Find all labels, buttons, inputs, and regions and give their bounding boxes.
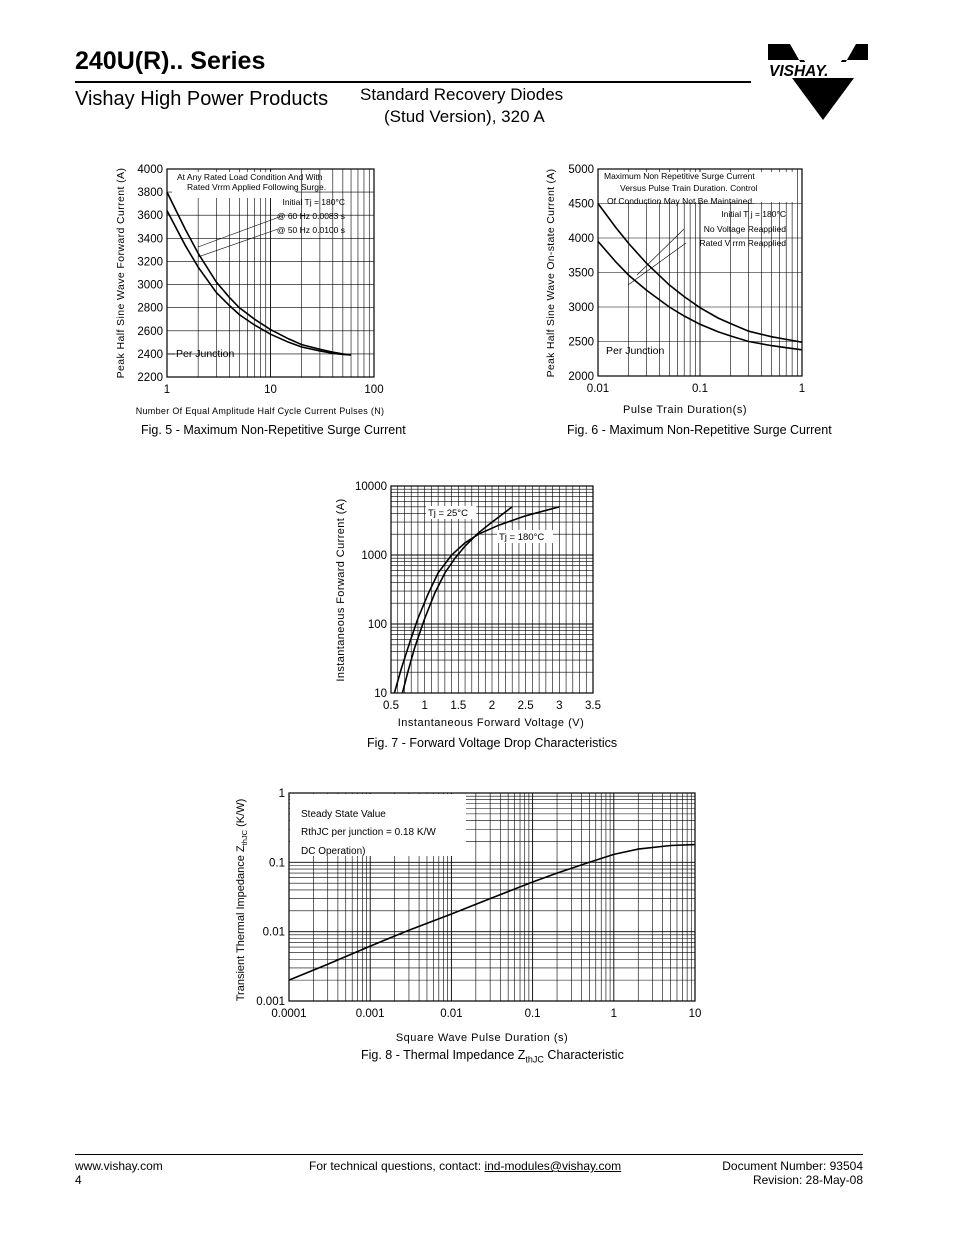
fig5-xlabel: Number Of Equal Amplitude Half Cycle Current Pulses (N) [135, 406, 385, 416]
fig8-caption-tail: Characteristic [543, 1048, 624, 1062]
footer-website[interactable]: www.vishay.com [75, 1159, 163, 1173]
fig5-x-tick-label: 100 [364, 384, 384, 396]
fig6-y-tick-label: 2500 [568, 336, 594, 349]
fig5-y-tick-label: 2600 [137, 325, 163, 338]
fig5-annotation: @ 60 Hz 0.0083 s [276, 211, 345, 221]
fig5-annotation: Per Junction [176, 348, 235, 360]
fig6-y-tick-label: 4500 [568, 198, 594, 211]
fig8-ylabel-unit: (K/W) [235, 798, 247, 830]
fig7-y-tick-label: 10000 [355, 481, 387, 493]
header-subtitle: Vishay High Power Products [75, 88, 329, 110]
fig8-chart [230, 780, 730, 1050]
fig8-caption-sub: thJC [525, 1054, 544, 1065]
fig8-ylabel-main: Transient Thermal Impedance Z [235, 845, 247, 1002]
fig8-x-tick-label: 0.01 [440, 1008, 463, 1020]
fig7-x-tick-label: 1.5 [450, 700, 467, 712]
fig7-x-tick-label: 2.5 [517, 700, 534, 712]
fig5-x-tick-label: 1 [163, 384, 171, 396]
fig5-y-tick-label: 4000 [137, 164, 163, 176]
footer-contact-label: For technical questions, contact: [309, 1159, 485, 1173]
fig7-series-label: Tj = 25°C [428, 508, 468, 519]
vishay-logo [768, 44, 868, 125]
fig8-xlabel: Square Wave Pulse Duration (s) [395, 1032, 569, 1044]
fig8-annotation: Steady State Value [301, 809, 386, 820]
fig7-xlabel: Instantaneous Forward Voltage (V) [397, 717, 585, 729]
fig6-y-tick-label: 3000 [568, 302, 594, 314]
fig5-ylabel: Peak Half Sine Wave Forward Current (A) [115, 167, 127, 379]
fig5-y-tick-label: 2400 [137, 348, 163, 361]
fig7-x-tick-label: 2 [488, 700, 496, 712]
fig7-series-1-line [402, 507, 512, 693]
fig7-x-tick-label: 3.5 [585, 700, 601, 712]
fig5-annotation: Initial Tj = 180°C [282, 197, 345, 207]
footer-contact-email[interactable]: ind-modules@vishay.com [484, 1159, 622, 1173]
fig8-annotation: RthJC per junction = 0.18 K/W [301, 827, 436, 838]
fig6-x-tick-label: 0.01 [586, 383, 610, 395]
fig7-ylabel: Instantaneous Forward Current (A) [335, 498, 347, 682]
fig8-caption-main: Fig. 8 - Thermal Impedance Z [361, 1048, 526, 1062]
fig7-x-tick-label: 1 [421, 700, 428, 712]
fig5-y-tick-label: 3000 [137, 279, 163, 292]
product-line-1: Standard Recovery Diodes [360, 85, 564, 104]
fig6-y-tick-label: 3500 [568, 267, 594, 280]
fig6-annotation: Maximum Non Repetitive Surge Current [604, 171, 755, 181]
fig8-y-tick-label: 0.001 [256, 996, 285, 1008]
fig6-annotation: No Voltage Reapplied [703, 224, 786, 234]
fig5-annotation: At Any Rated Load Condition And With [177, 172, 323, 182]
document-title: 240U(R).. Series [75, 47, 266, 75]
fig8-x-tick-label: 0.001 [355, 1008, 385, 1020]
fig5-x-tick-label: 10 [264, 384, 277, 396]
fig6-x-tick-label: 1 [798, 383, 806, 395]
fig6-y-tick-label: 4000 [568, 233, 594, 245]
fig6-annotation: Per Junction [606, 345, 665, 357]
fig8-x-tick-label: 1 [610, 1008, 618, 1020]
fig8-ylabel [235, 799, 249, 1002]
fig5-caption: Fig. 5 - Maximum Non-Repetitive Surge Current [141, 423, 406, 437]
footer-doc-number: Document Number: 93504 [722, 1159, 863, 1173]
fig8-y-tick-label: 0.01 [262, 926, 285, 939]
logo-text: VISHAY. [769, 63, 829, 80]
fig5-y-tick-label: 3400 [137, 233, 163, 246]
fig5-y-tick-label: 2800 [137, 302, 163, 315]
fig5-chart [110, 160, 410, 420]
fig7-x-tick-label: 0.5 [383, 700, 399, 712]
fig7-y-tick-label: 10 [374, 688, 387, 700]
fig7-y-tick-label: 1000 [361, 550, 387, 562]
product-line-2: (Stud Version), 320 A [384, 107, 545, 126]
fig6-y-tick-label: 2000 [568, 371, 594, 383]
fig6-annotation: Versus Pulse Train Duration. Control [620, 183, 758, 193]
fig8-ylabel-sub: thJC [240, 829, 249, 846]
fig5-annotation: @ 50 Hz 0.0100 s [276, 225, 345, 235]
fig5-y-tick-label: 3800 [137, 187, 163, 200]
fig6-xlabel: Pulse Train Duration(s) [623, 404, 747, 416]
fig8-series-1-line [289, 845, 695, 981]
fig8-caption [361, 1048, 624, 1065]
fig6-x-tick-label: 0.1 [692, 383, 708, 395]
fig8-y-tick-label: 1 [278, 788, 285, 800]
fig6-ylabel: Peak Half Sine Wave On-state Current (A) [545, 168, 557, 378]
fig7-series-label: Tj = 180°C [499, 532, 545, 543]
footer-rule [75, 1154, 863, 1155]
fig7-chart [330, 475, 620, 735]
fig7-y-tick-label: 100 [367, 619, 387, 631]
fig5-y-tick-label: 3200 [137, 256, 163, 269]
fig6-chart [540, 160, 840, 420]
fig6-annotation: Of Conduction May Not Be Maintained. [607, 196, 755, 206]
fig8-x-tick-label: 0.0001 [271, 1008, 307, 1020]
fig5-y-tick-label: 3600 [137, 210, 163, 223]
fig8-x-tick-label: 0.1 [524, 1008, 541, 1020]
fig5-y-tick-label: 2200 [137, 372, 163, 384]
header-rule [75, 81, 751, 83]
fig6-caption: Fig. 6 - Maximum Non-Repetitive Surge Current [567, 423, 832, 437]
fig6-annotation: Rated V rrm Reapplied [699, 238, 786, 248]
fig5-annotation: Rated Vrrm Applied Following Surge. [187, 182, 327, 192]
fig6-annotation: Initial T j = 180°C [721, 209, 786, 219]
fig7-x-tick-label: 3 [556, 700, 563, 712]
fig8-x-tick-label: 10 [688, 1008, 702, 1020]
fig8-y-tick-label: 0.1 [269, 857, 285, 870]
fig8-annotation: DC Operation) [301, 846, 366, 857]
fig7-caption: Fig. 7 - Forward Voltage Drop Characteristics [367, 736, 618, 750]
fig6-y-tick-label: 5000 [568, 164, 594, 176]
footer-revision: Revision: 28-May-08 [752, 1173, 863, 1187]
footer-page-number: 4 [75, 1173, 82, 1187]
footer-contact [309, 1159, 621, 1173]
fig6-leader-line [637, 229, 684, 275]
